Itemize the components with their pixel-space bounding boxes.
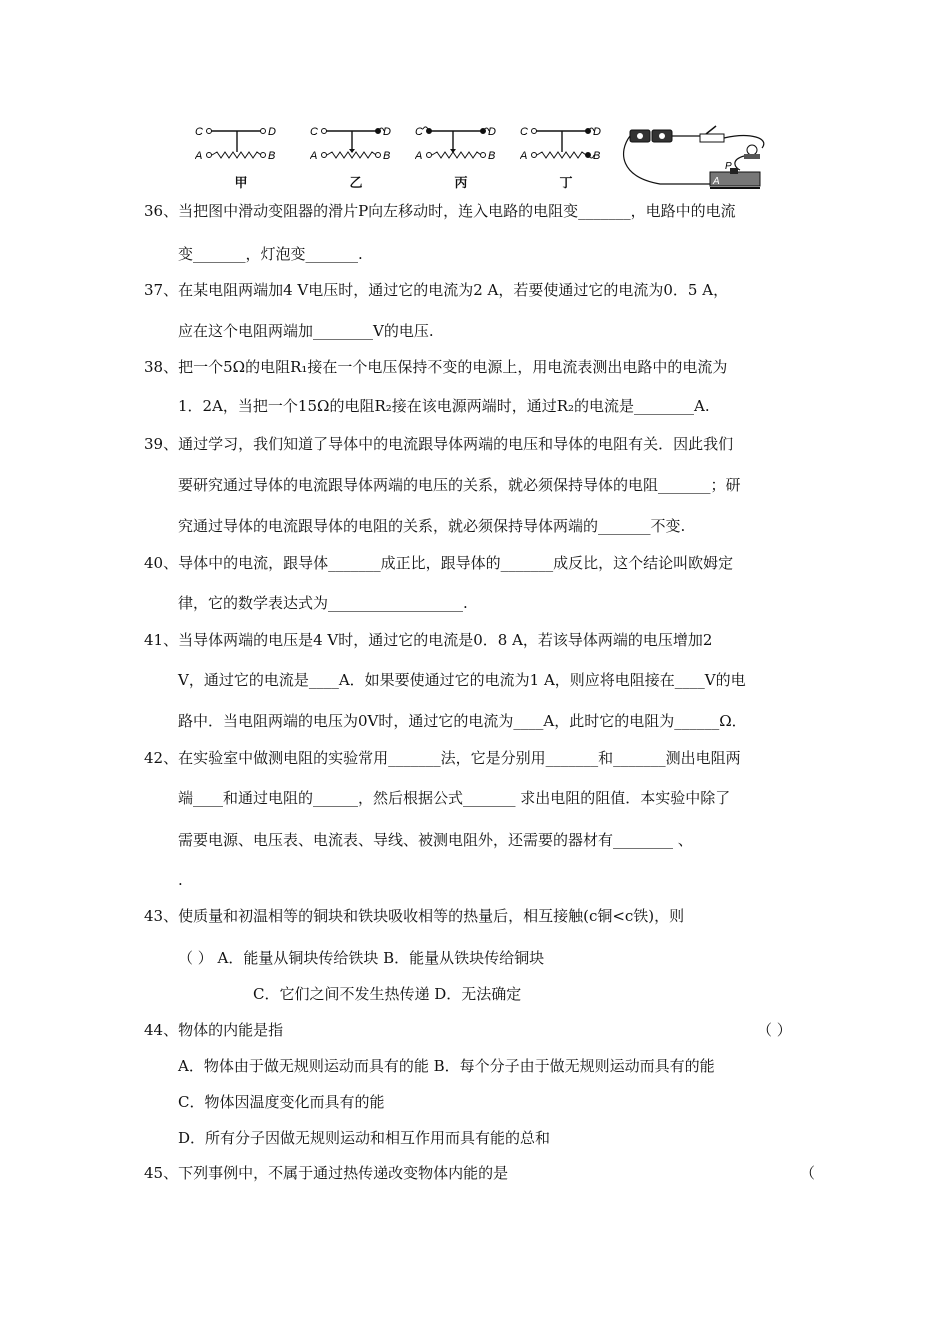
question-45-stem: 45、下列事例中，不属于通过热传递改变物体内能的是 <box>144 1164 509 1182</box>
circuit-label-p: P <box>725 161 732 172</box>
terminal-label-c: C <box>520 126 528 138</box>
rheostat-figure-yi <box>310 122 400 191</box>
rheostat-figures <box>180 122 780 192</box>
circuit-figure <box>620 122 770 192</box>
terminal-label-b: B <box>383 150 391 162</box>
question-43-options-ab: （ ） A．能量从铜块传给铁块 B．能量从铁块传给铜块 <box>178 949 545 967</box>
question-36-line-1: 36、当把图中滑动变阻器的滑片P向左移动时，连入电路的电阻变_______，电路中的电流 <box>144 202 736 220</box>
question-37-line-2: 应在这个电阻两端加________V的电压. <box>178 322 434 340</box>
terminal-label-b: B <box>268 150 276 162</box>
figure-caption: 丁 <box>559 176 573 191</box>
terminal-label-d: D <box>383 126 391 138</box>
terminal-label-a: A <box>415 150 423 162</box>
rheostat-figure-bing <box>415 122 505 191</box>
question-44-option-d: D．所有分子因做无规则运动和相互作用而具有能的总和 <box>178 1129 551 1147</box>
question-45-answer-bracket: （ <box>800 1164 816 1182</box>
rheostat-figure-jia <box>195 122 285 191</box>
question-43-options-cd: C．它们之间不发生热传递 D．无法确定 <box>253 985 522 1003</box>
question-43-line-1: 43、使质量和初温相等的铜块和铁块吸收相等的热量后，相互接触(c铜<c铁)，则 <box>144 907 685 925</box>
question-40-line-2: 律，它的数学表达式为__________________. <box>178 594 468 612</box>
question-42-line-1: 42、在实验室中做测电阻的实验常用_______法，它是分别用_______和_______测出电阻两 <box>144 749 741 767</box>
rheostat-figure-ding <box>520 122 610 191</box>
question-40-line-1: 40、导体中的电流，跟导体_______成正比，跟导体的_______成反比，这个结论叫欧姆定 <box>144 554 734 572</box>
question-44-stem: 44、物体的内能是指 <box>144 1021 284 1039</box>
terminal-label-c: C <box>195 126 203 138</box>
question-44-options-ab: A．物体由于做无规则运动而具有的能 B．每个分子由于做无规则运动而具有的能 <box>178 1057 715 1075</box>
question-38-line-1: 38、把一个5Ω的电阻R₁接在一个电压保持不变的电源上，用电流表测出电路中的电流为 <box>144 358 728 376</box>
question-39-line-3: 究通过导体的电流跟导体的电阻的关系，就必须保持导体两端的_______不变. <box>178 517 686 535</box>
question-44-answer-bracket: （ ） <box>757 1021 792 1039</box>
terminal-label-d: D <box>593 126 601 138</box>
figure-caption: 丙 <box>454 176 468 191</box>
terminal-label-a: A <box>310 150 318 162</box>
question-37-line-1: 37、在某电阻两端加4 V电压时，通过它的电流为2 A，若要使通过它的电流为0．5 A， <box>144 281 729 299</box>
terminal-label-a: A <box>195 150 203 162</box>
figure-caption: 乙 <box>349 176 363 191</box>
terminal-label-c: C <box>310 126 318 138</box>
terminal-label-b: B <box>593 150 601 162</box>
terminal-label-c: C <box>415 126 423 138</box>
figure-caption: 甲 <box>234 176 248 191</box>
terminal-label-d: D <box>488 126 496 138</box>
question-38-line-2: 1．2A，当把一个15Ω的电阻R₂接在该电源两端时，通过R₂的电流是________A. <box>178 397 710 415</box>
question-39-line-2: 要研究通过导体的电流跟导体两端的电压的关系，就必须保持导体的电阻_______；研 <box>178 476 741 494</box>
question-41-line-3: 路中．当电阻两端的电压为0V时，通过它的电流为____A，此时它的电阻为______Ω． <box>178 712 747 730</box>
question-44-option-c: C．物体因温度变化而具有的能 <box>178 1093 385 1111</box>
question-42-line-2: 端____和通过电阻的______，然后根据公式_______ 求出电阻的阻值．本实验中除了 <box>178 789 731 807</box>
terminal-label-b: B <box>488 150 496 162</box>
circuit-label-a: A <box>713 176 720 187</box>
question-41-line-1: 41、当导体两端的电压是4 V时，通过它的电流是0．8 A，若该导体两端的电压增加2 <box>144 631 713 649</box>
question-42-line-4: . <box>178 871 183 889</box>
question-41-line-2: V，通过它的电流是____A．如果要使通过它的电流为1 A，则应将电阻接在____V的电 <box>178 671 746 689</box>
terminal-label-a: A <box>520 150 528 162</box>
question-39-line-1: 39、通过学习，我们知道了导体中的电流跟导体两端的电压和导体的电阻有关．因此我们 <box>144 435 734 453</box>
terminal-label-d: D <box>268 126 276 138</box>
question-42-line-3: 需要电源、电压表、电流表、导线、被测电阻外，还需要的器材有________ 、 <box>178 831 693 849</box>
question-36-line-2: 变_______，灯泡变_______. <box>178 245 363 263</box>
